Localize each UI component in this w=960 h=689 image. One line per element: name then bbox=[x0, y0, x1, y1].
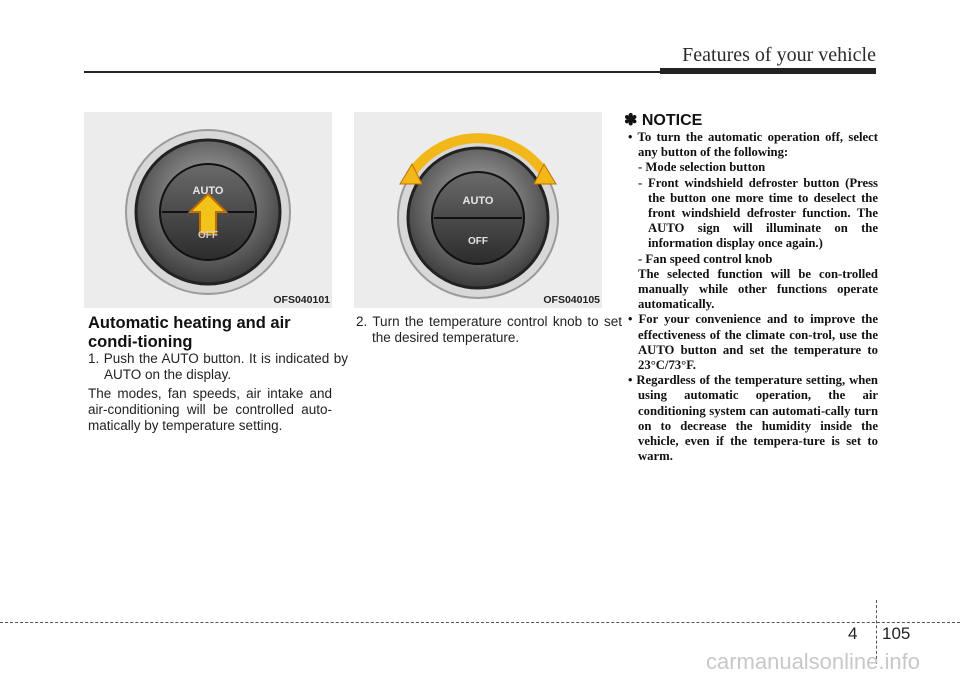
figure-temperature-knob bbox=[354, 112, 602, 308]
knob-illustration bbox=[84, 112, 332, 308]
notice-continuation: The selected function will be con-trolled manually while other functions operate automatically. bbox=[638, 266, 878, 312]
knob-off-label: OFF bbox=[198, 230, 218, 241]
notice-bullet-2: • For your convenience and to improve the effectiveness of the climate con-trol, use the AUTO button and set the temperature to 23°C/73°F. bbox=[628, 312, 878, 373]
figure-code: OFS040101 bbox=[273, 294, 330, 306]
section-heading: Automatic heating and air condi-tioning bbox=[88, 314, 291, 351]
knob-auto-label: AUTO bbox=[192, 185, 224, 197]
figure-code: OFS040105 bbox=[543, 294, 600, 306]
section-header-title: Features of your vehicle bbox=[682, 44, 876, 66]
knob-off-label: OFF bbox=[468, 236, 488, 247]
chapter-number: 4 bbox=[848, 624, 858, 643]
notice-bullet-1: • To turn the automatic operation off, select any button of the following: bbox=[628, 130, 878, 160]
page-number: 105 bbox=[882, 624, 911, 643]
watermark: carmanualsonline.info bbox=[705, 649, 920, 674]
step-1-text: 1. Push the AUTO button. It is indicated by AUTO on the display. bbox=[88, 351, 348, 382]
notice-bullet-3: • Regardless of the temperature setting, when using automatic operation, the air conditioning system can automati-cally turn on to decrease the humidity inside the vehicle, even if the tempera-ture is set to warm. bbox=[628, 373, 878, 464]
knob-rotation-illustration bbox=[354, 112, 602, 308]
header-rule-thick bbox=[660, 68, 876, 74]
knob-auto-label: AUTO bbox=[462, 195, 494, 207]
notice-subitem: - Mode selection button bbox=[638, 160, 766, 175]
auto-control-paragraph: The modes, fan speeds, air intake and air-conditioning will be controlled auto-matically by temperature setting. bbox=[88, 386, 332, 433]
step-2-text: 2. Turn the temperature control knob to set the desired temperature. bbox=[356, 314, 622, 345]
header-rule bbox=[84, 71, 660, 73]
notice-body bbox=[624, 130, 878, 464]
figure-auto-button bbox=[84, 112, 332, 308]
notice-subitem: - Fan speed control knob bbox=[638, 251, 773, 266]
footer-rule bbox=[0, 622, 960, 623]
notice-subitem: - Front windshield defroster button (Press the button one more time to deselect the front windshield defroster function. The AUTO sign will illuminate on the information display once again.) bbox=[638, 175, 878, 251]
notice-heading: ✽ NOTICE bbox=[624, 112, 703, 129]
